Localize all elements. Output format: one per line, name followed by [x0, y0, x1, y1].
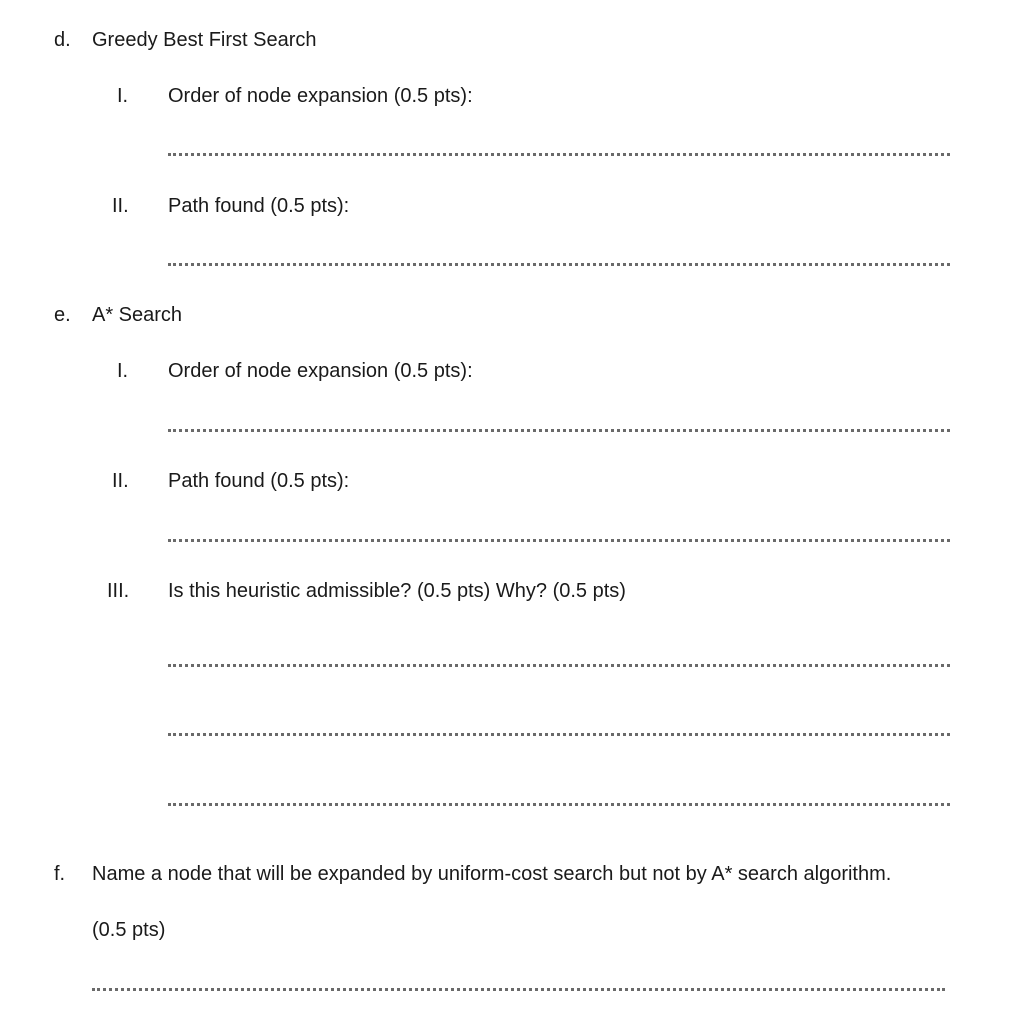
- answer-line[interactable]: [168, 153, 950, 156]
- answer-line[interactable]: [168, 539, 950, 542]
- section-e-item-1-numeral: I.: [117, 360, 129, 382]
- answer-line[interactable]: [168, 429, 950, 432]
- section-d-title: Greedy Best First Search: [92, 29, 317, 51]
- section-f-question: Name a node that will be expanded by uniform-cost search but not by A* search algorithm.: [92, 863, 892, 885]
- answer-line[interactable]: [168, 664, 950, 667]
- answer-line[interactable]: [168, 733, 950, 736]
- section-e-item-2-prompt: Path found (0.5 pts):: [168, 470, 350, 492]
- section-e-item-3-numeral: III.: [107, 580, 130, 602]
- answer-line[interactable]: [168, 803, 950, 806]
- section-d-item-1-prompt: Order of node expansion (0.5 pts):: [168, 85, 473, 107]
- section-e-item-1-prompt: Order of node expansion (0.5 pts):: [168, 360, 473, 382]
- section-d-item-1-numeral: I.: [117, 85, 129, 107]
- section-d-item-2-prompt: Path found (0.5 pts):: [168, 195, 350, 217]
- section-d-item-2-numeral: II.: [112, 195, 129, 217]
- answer-line[interactable]: [92, 988, 945, 991]
- section-e-item-2-numeral: II.: [112, 470, 129, 492]
- section-e-item-3-prompt: Is this heuristic admissible? (0.5 pts) Why? (0.5 pts): [168, 580, 626, 602]
- section-f-marker: f.: [54, 863, 66, 885]
- section-e-marker: e.: [54, 304, 71, 326]
- section-d-marker: d.: [54, 29, 71, 51]
- section-f-points: (0.5 pts): [92, 919, 166, 941]
- answer-line[interactable]: [168, 263, 950, 266]
- section-e-title: A* Search: [92, 304, 183, 326]
